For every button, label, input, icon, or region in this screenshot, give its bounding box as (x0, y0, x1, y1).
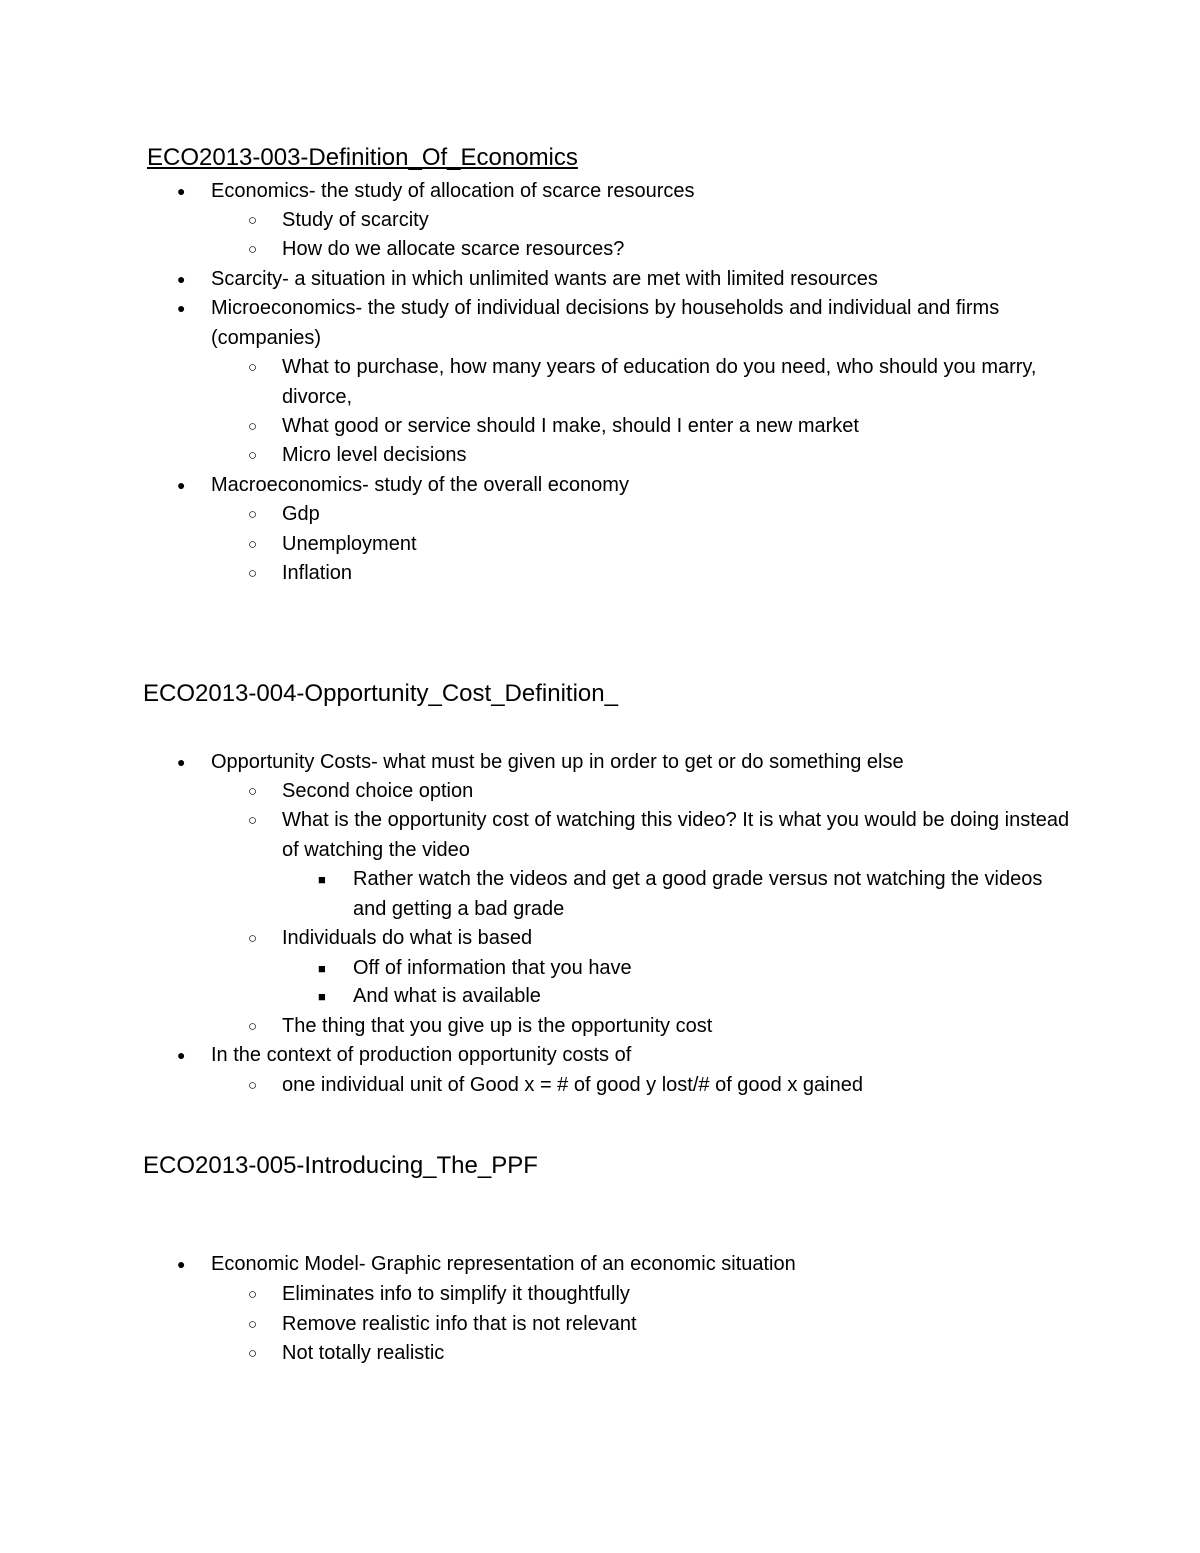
bullet-disc-icon: ● (177, 271, 186, 287)
bullet-circle-icon: ○ (248, 1345, 258, 1362)
list-item: ● Microeconomics- the study of individual decisions by households and individual and firms (companies) (211, 294, 1061, 353)
bullet-circle-icon: ○ (248, 565, 258, 582)
list-item: ■ Rather watch the videos and get a good grade versus not watching the videos and getting a bad grade (353, 865, 1053, 924)
list-item: ● Economic Model- Graphic representation of an economic situation (211, 1250, 1061, 1280)
list-item: ● In the context of production opportunity costs of (211, 1041, 1061, 1071)
list-item: ■ Off of information that you have (353, 954, 1053, 984)
list-item: ● Opportunity Costs- what must be given up in order to get or do something else (211, 748, 1061, 778)
section-heading: ECO2013-003-Definition_Of_Economics (147, 144, 578, 171)
bullet-disc-icon: ● (177, 1256, 186, 1272)
list-item: ○ Gdp (282, 500, 1072, 530)
bullet-circle-icon: ○ (248, 241, 258, 258)
bullet-circle-icon: ○ (248, 783, 258, 800)
bullet-circle-icon: ○ (248, 1286, 258, 1303)
bullet-disc-icon: ● (177, 1047, 186, 1063)
bullet-circle-icon: ○ (248, 418, 258, 435)
bullet-disc-icon: ● (177, 300, 186, 316)
list-item: ○ one individual unit of Good x = # of good y lost/# of good x gained (282, 1071, 1072, 1101)
list-item: ○ What to purchase, how many years of education do you need, who should you marry, divorce, (282, 353, 1072, 412)
bullet-circle-icon: ○ (248, 1077, 258, 1094)
list-item: ○ How do we allocate scarce resources? (282, 235, 1072, 265)
list-item: ○ Unemployment (282, 530, 1072, 560)
bullet-square-icon: ■ (318, 961, 326, 976)
bullet-circle-icon: ○ (248, 506, 258, 523)
bullet-circle-icon: ○ (248, 1018, 258, 1035)
bullet-circle-icon: ○ (248, 930, 258, 947)
list-item: ● Macroeconomics- study of the overall economy (211, 471, 1061, 501)
list-item: ○ Inflation (282, 559, 1072, 589)
bullet-square-icon: ■ (318, 872, 326, 887)
bullet-circle-icon: ○ (248, 812, 258, 829)
bullet-circle-icon: ○ (248, 359, 258, 376)
list-item: ○ What good or service should I make, should I enter a new market (282, 412, 1072, 442)
bullet-circle-icon: ○ (248, 447, 258, 464)
list-item: ○ Study of scarcity (282, 206, 1072, 236)
bullet-disc-icon: ● (177, 754, 186, 770)
list-item: ○ What is the opportunity cost of watching this video? It is what you would be doing instead of watching the video (282, 806, 1072, 865)
list-item: ○ Individuals do what is based (282, 924, 1072, 954)
list-item: ○ Micro level decisions (282, 441, 1072, 471)
section-heading: ECO2013-005-Introducing_The_PPF (143, 1152, 538, 1179)
bullet-disc-icon: ● (177, 183, 186, 199)
list-item: ● Economics- the study of allocation of scarce resources (211, 177, 1061, 207)
bullet-circle-icon: ○ (248, 536, 258, 553)
list-item: ■ And what is available (353, 982, 1053, 1012)
list-item: ○ Second choice option (282, 777, 1072, 807)
bullet-circle-icon: ○ (248, 1316, 258, 1333)
list-item: ● Scarcity- a situation in which unlimited wants are met with limited resources (211, 265, 1061, 295)
list-item: ○ The thing that you give up is the opportunity cost (282, 1012, 1072, 1042)
list-item: ○ Eliminates info to simplify it thoughtfully (282, 1280, 1072, 1310)
list-item: ○ Not totally realistic (282, 1339, 1072, 1369)
bullet-circle-icon: ○ (248, 212, 258, 229)
section-heading: ECO2013-004-Opportunity_Cost_Definition_ (143, 680, 618, 707)
bullet-square-icon: ■ (318, 989, 326, 1004)
list-item: ○ Remove realistic info that is not relevant (282, 1310, 1072, 1340)
bullet-disc-icon: ● (177, 477, 186, 493)
